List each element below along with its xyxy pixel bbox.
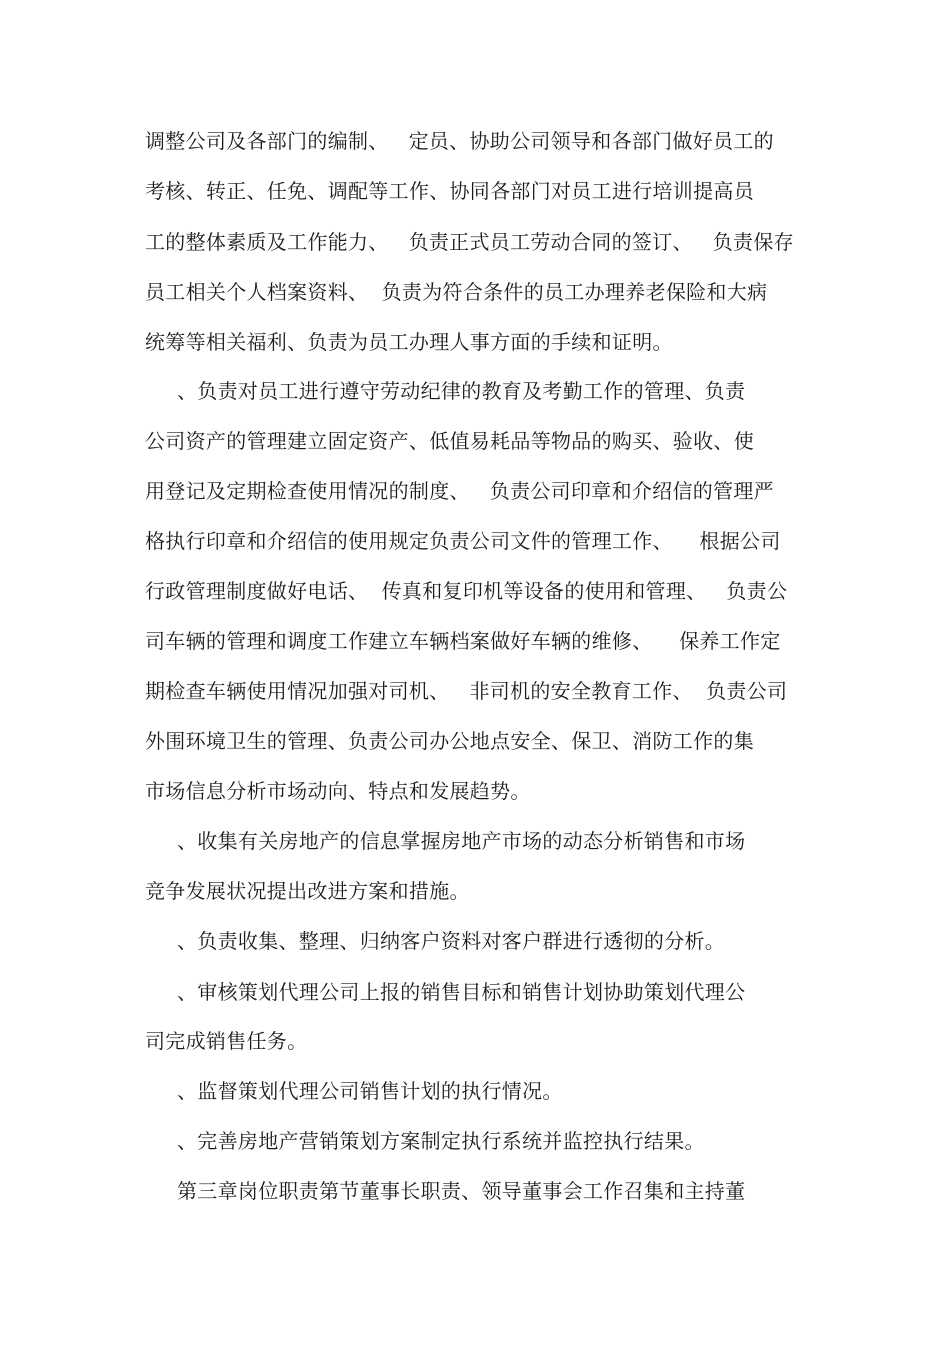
text-line-22: 第三章岗位职责第节董事长职责、领导董事会工作召集和主持董 (177, 1179, 746, 1203)
text-line-10: 行政管理制度做好电话、 传真和复印机等设备的使用和管理、 负责公 (145, 579, 788, 603)
text-line-7: 公司资产的管理建立固定资产、低值易耗品等物品的购买、验收、使 (145, 429, 754, 453)
text-line-1: 调整公司及各部门的编制、 定员、协助公司领导和各部门做好员工的 (145, 129, 774, 153)
text-line-18: 、审核策划代理公司上报的销售目标和销售计划协助策划代理公 (177, 980, 746, 1004)
text-line-13: 外围环境卫生的管理、负责公司办公地点安全、保卫、消防工作的集 (145, 729, 754, 753)
text-line-17: 、负责收集、整理、归纳客户资料对客户群进行透彻的分析。 (177, 929, 726, 953)
text-line-3: 工的整体素质及工作能力、 负责正式员工劳动合同的签订、 负责保存 (145, 230, 794, 254)
text-line-16: 竞争发展状况提出改进方案和措施。 (145, 879, 470, 903)
text-line-12: 期检查车辆使用情况加强对司机、 非司机的安全教育工作、 负责公司 (145, 679, 788, 703)
text-line-19: 司完成销售任务。 (145, 1029, 308, 1053)
text-line-8: 用登记及定期检查使用情况的制度、 负责公司印章和介绍信的管理严 (145, 479, 774, 503)
text-line-2: 考核、转正、任免、调配等工作、协同各部门对员工进行培训提高员 (145, 179, 754, 203)
text-line-4: 员工相关个人档案资料、 负责为符合条件的员工办理养老保险和大病 (145, 280, 768, 304)
text-line-11: 司车辆的管理和调度工作建立车辆档案做好车辆的维修、 保养工作定 (145, 629, 781, 653)
text-line-14: 市场信息分析市场动向、特点和发展趋势。 (145, 779, 531, 803)
text-line-20: 、监督策划代理公司销售计划的执行情况。 (177, 1079, 563, 1103)
text-line-6: 、负责对员工进行遵守劳动纪律的教育及考勤工作的管理、负责 (177, 379, 746, 403)
text-line-15: 、收集有关房地产的信息掌握房地产市场的动态分析销售和市场 (177, 829, 746, 853)
text-line-5: 统筹等相关福利、负责为员工办理人事方面的手续和证明。 (145, 330, 673, 354)
text-line-9: 格执行印章和介绍信的使用规定负责公司文件的管理工作、 根据公司 (145, 529, 781, 553)
text-line-21: 、完善房地产营销策划方案制定执行系统并监控执行结果。 (177, 1129, 705, 1153)
